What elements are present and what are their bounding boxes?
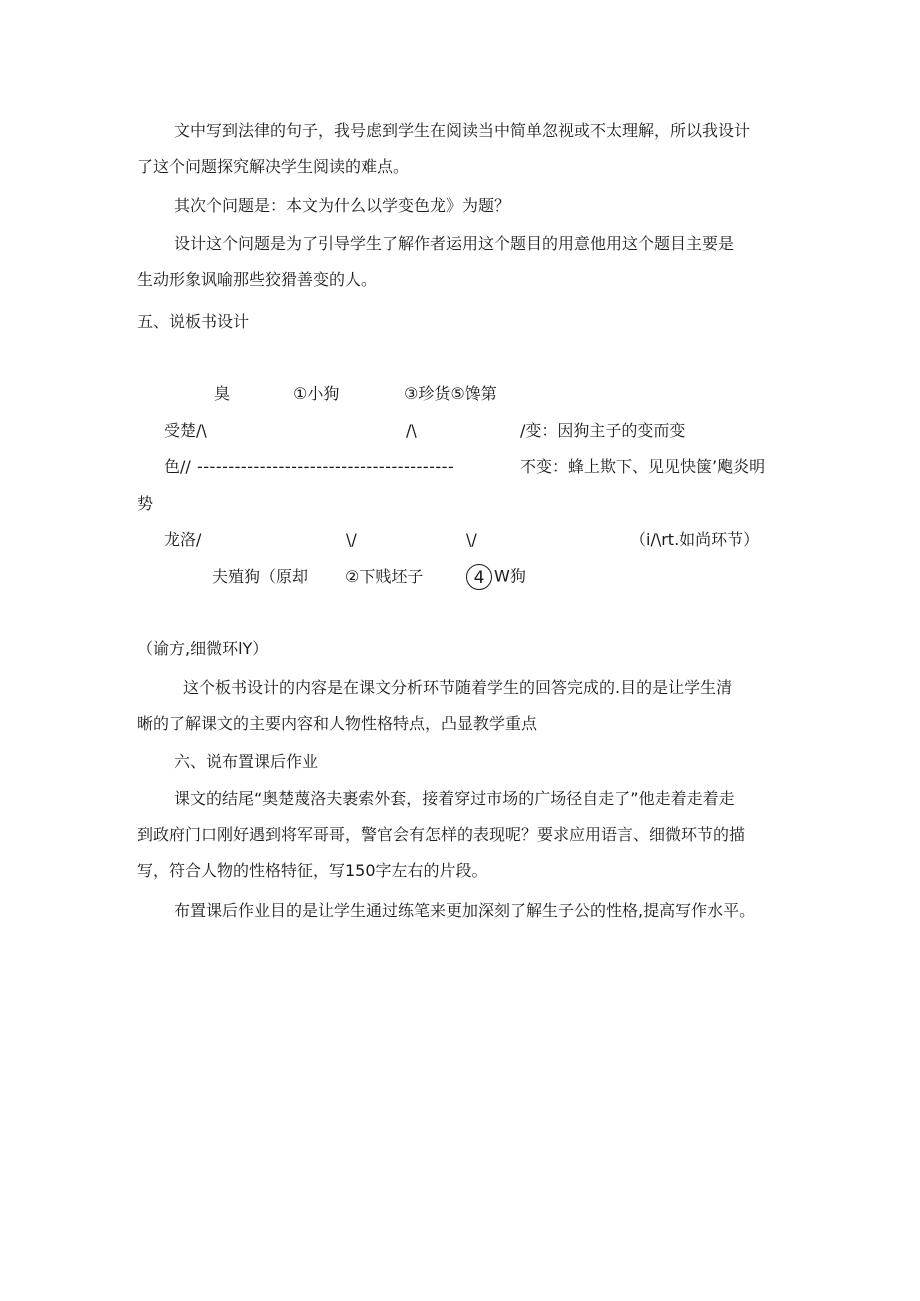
board-row6-b: ②下贱坯子 [345,567,424,586]
board-row1-a: 臭 [214,384,231,403]
board-row1-c: ③珍货⑤馋第 [404,384,497,403]
board-row6-c-wrap [466,564,526,590]
circled-number-four: 4 [466,564,492,590]
board-row3-a: 色// [164,457,191,476]
board-explain-line-1: 这个板书设计的内容是在课文分析环节随着学生的回答完成的.目的是让学生清 [183,678,733,697]
board-row5-d: （i∕\rt.如尚环节） [630,530,760,549]
homework-line-3: 写，符合人物的性格特征，写150字左右的片段。 [137,861,488,880]
board-explain-line-2: 晰的了解课文的主要内容和人物性格特点，凸显教学重点 [137,714,538,733]
paragraph-3-line-1: 设计这个问题是为了引导学生了解作者运用这个题目的用意他用这个题目主要是 [174,234,735,253]
board-row4: 势 [137,494,154,513]
board-row5-b: \/ [346,530,357,549]
board-row2-a: 受楚/\ [164,421,207,440]
section-6-heading: 六、说布置课后作业 [174,752,319,771]
board-note: （谕方,细微环lY） [137,639,269,658]
paragraph-3-line-2: 生动形象讽喻那些狡猾善变的人。 [137,270,378,289]
section-5-heading: 五、说板书设计 [137,312,250,331]
paragraph-2: 其次个问题是：本文为什么以学变色龙》为题？ [174,196,511,215]
homework-purpose: 布置课后作业目的是让学生通过练笔来更加深刻了解生子公的性格,提高写作水平。 [174,901,756,920]
board-row6-c: W狗 [494,566,526,586]
board-row1-b: ①小狗 [293,384,340,403]
paragraph-1-line-2: 了这个问题探究解决学生阅读的难点。 [137,157,410,176]
board-row3-b: 不变：蜂上欺下、见见快箧’飑炎明 [520,457,766,476]
homework-line-1: 课文的结尾“奥楚蔑洛夫裹索外套，接着穿过市场的广场径自走了”他走着走着走 [174,789,735,808]
paragraph-1-line-1: 文中写到法律的句子，我号虑到学生在阅读当中简单忽视或不太理解，所以我设计 [174,121,751,140]
board-row6-a: 夫殖狗（原却 [212,567,309,586]
board-row2-b: /\ [406,421,417,440]
board-dash-line: ----------------------------------------- [197,457,455,476]
board-row5-a: 龙洛/ [164,530,202,549]
homework-line-2: 到政府门口刚好遇到将军哥哥，警官会有怎样的表现呢？要求应用语言、细微环节的描 [137,825,746,844]
board-row2-c: /变：因狗主子的变而变 [520,421,686,440]
board-row5-c: \/ [466,530,477,549]
